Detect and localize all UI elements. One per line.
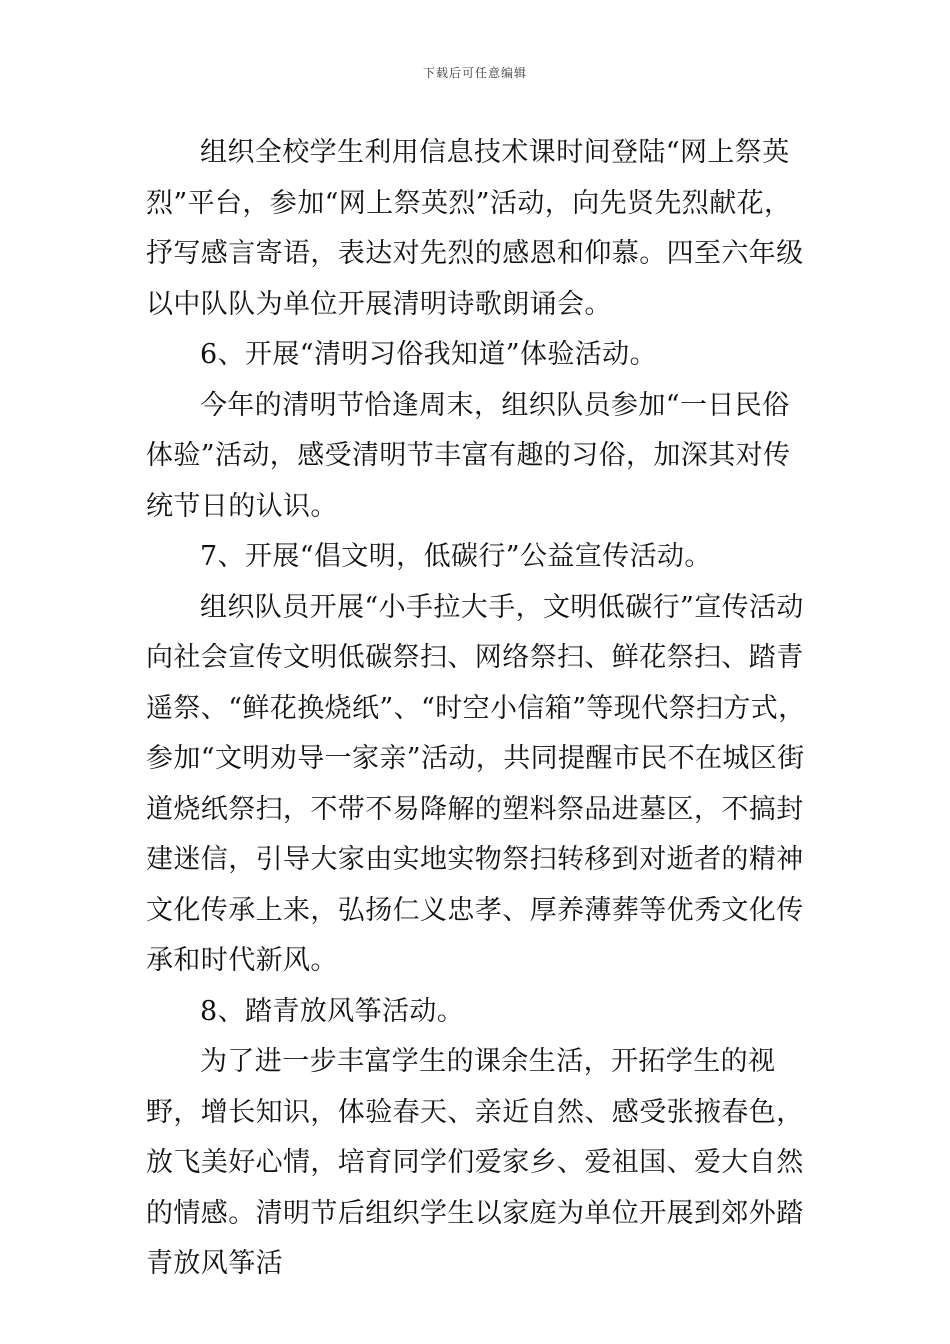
heading-item-6: 6、开展“清明习俗我知道”体验活动。 [200, 339, 657, 370]
paragraph-folk-custom: 今年的清明节恰逢周末，组织队员参加“一日民俗体验”活动，感受清明节丰富有趣的习俗，加深其对传统节日的认识。 [146, 389, 791, 522]
heading-item-7: 7、开展“倡文明，低碳行”公益宣传活动。 [200, 541, 712, 572]
paragraph-online-memorial: 组织全校学生利用信息技术课时间登陆“网上祭英烈”平台，参加“网上祭英烈”活动，向先贤先烈献花，抒写感言寄语，表达对先烈的感恩和仰慕。四至六年级以中队队为单位开展清明诗歌朗诵会。 [146, 137, 804, 320]
paragraph-kite-flying: 为了进一步丰富学生的课余生活，开拓学生的视野，增长知识，体验春天、亲近自然、感受张掖春色，放飞美好心情，培育同学们爱家乡、爱祖国、爱大自然的情感。清明节后组织学生以家庭为单位开展到郊外踏青放风筝活 [146, 1046, 804, 1279]
paragraph-low-carbon: 组织队员开展“小手拉大手，文明低碳行”宣传活动向社会宣传文明低碳祭扫、网络祭扫、鲜花祭扫、踏青遥祭、“鲜花换烧纸”、“时空小信箱”等现代祭扫方式，参加“文明劝导一家亲”活动，共同提醒市民不在城区街道烧纸祭扫，不带不易降解的塑料祭品进墓区，不搞封建迷信，引导大家由实地实物祭扫转移到对逝者的精神文化传承上来，弘扬仁义忠孝、厚养薄葬等优秀文化传承和时代新风。 [146, 591, 806, 976]
heading-item-8: 8、踏青放风筝活动。 [200, 995, 465, 1027]
document-body [146, 128, 808, 1290]
page-header: 下载后可任意编辑 [422, 66, 527, 80]
